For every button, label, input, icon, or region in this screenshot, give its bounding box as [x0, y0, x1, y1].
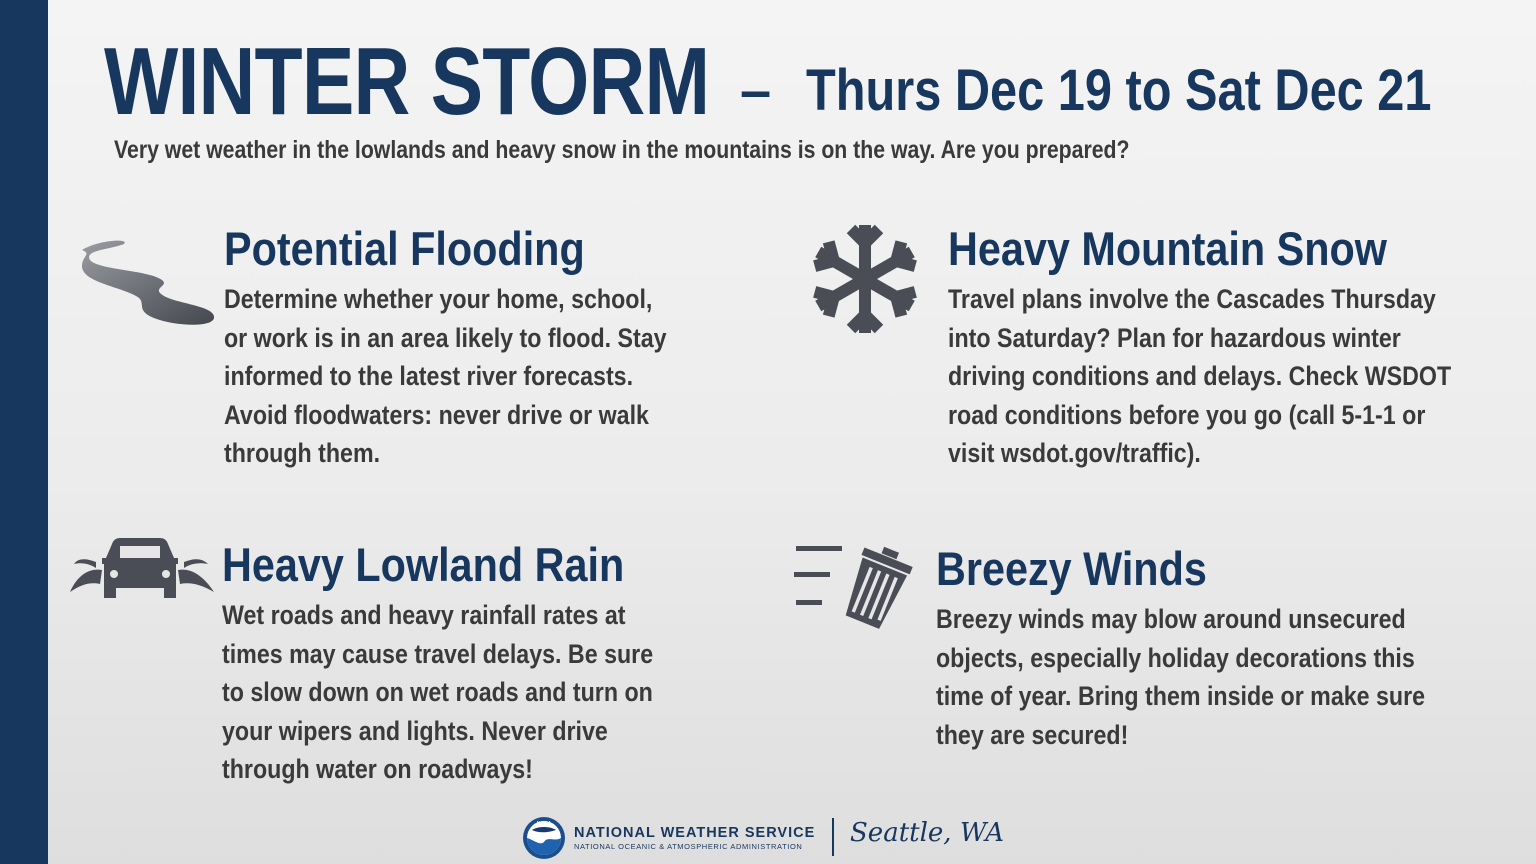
flooding-line: informed to the latest river forecasts.: [224, 361, 634, 391]
org-subtitle: NATIONAL OCEANIC & ATMOSPHERIC ADMINISTRATION: [574, 842, 803, 851]
winds-line: they are secured!: [936, 719, 1129, 750]
rain-body: [222, 596, 653, 789]
snow-line: road conditions before you go (call 5-1-1 or: [948, 399, 1426, 430]
flooding-line: Determine whether your home, school,: [224, 284, 653, 314]
rain-title: Heavy Lowland Rain: [222, 538, 625, 591]
noaa-logo-text: NOAA: [536, 821, 552, 827]
footer: [520, 812, 1005, 860]
flooding-title: Potential Flooding: [224, 222, 585, 275]
flooding-line: or work is in an area likely to flood. Stay: [224, 322, 667, 353]
noaa-logo: [522, 816, 566, 860]
snow-line: visit wsdot.gov/traffic).: [948, 438, 1201, 468]
flooding-line: through them.: [224, 438, 381, 468]
snow-line: into Saturday? Plan for hazardous winter: [948, 322, 1401, 353]
subtitle: Very wet weather in the lowlands and heavy snow in the mountains is on the way. Are you prepared?: [114, 136, 1130, 164]
rain-line: your wipers and lights. Never drive: [222, 715, 608, 746]
title-dash: –: [740, 58, 772, 121]
page-title: [104, 28, 1484, 135]
river-icon: [78, 236, 220, 328]
snow-line: driving conditions and delays. Check WSDOT: [948, 361, 1452, 391]
title-main: WINTER STORM: [104, 28, 710, 135]
section-flooding: [224, 222, 739, 473]
rain-line: Wet roads and heavy rainfall rates at: [222, 600, 626, 630]
section-snow: [948, 222, 1533, 473]
rain-line: times may cause travel delays. Be sure: [222, 638, 654, 669]
car-splash-icon: [68, 534, 216, 602]
office-location: Seattle, WA: [850, 818, 1005, 848]
winds-title: Breezy Winds: [936, 542, 1207, 595]
flooding-body: [224, 280, 667, 473]
winds-line: objects, especially holiday decorations this: [936, 642, 1415, 673]
section-rain: [222, 538, 723, 789]
snowflake-icon: [806, 222, 924, 336]
snow-line: Travel plans involve the Cascades Thursday: [948, 284, 1436, 314]
org-name: NATIONAL WEATHER SERVICE: [574, 825, 816, 841]
flooding-line: Avoid floodwaters: never drive or walk: [224, 399, 649, 430]
left-accent-bar: [0, 0, 48, 864]
winds-line: time of year. Bring them inside or make sure: [936, 681, 1426, 711]
snow-title: Heavy Mountain Snow: [948, 222, 1387, 275]
snow-body: [948, 280, 1451, 473]
title-dates: Thurs Dec 19 to Sat Dec 21: [806, 58, 1432, 123]
rain-line: to slow down on wet roads and turn on: [222, 677, 653, 707]
section-winds: [936, 542, 1505, 754]
rain-line: through water on roadways!: [222, 754, 533, 784]
winds-line: Breezy winds may blow around unsecured: [936, 604, 1406, 634]
winds-body: [936, 600, 1425, 754]
blowing-trash-can-icon: [792, 532, 916, 632]
footer-divider: [832, 818, 834, 856]
